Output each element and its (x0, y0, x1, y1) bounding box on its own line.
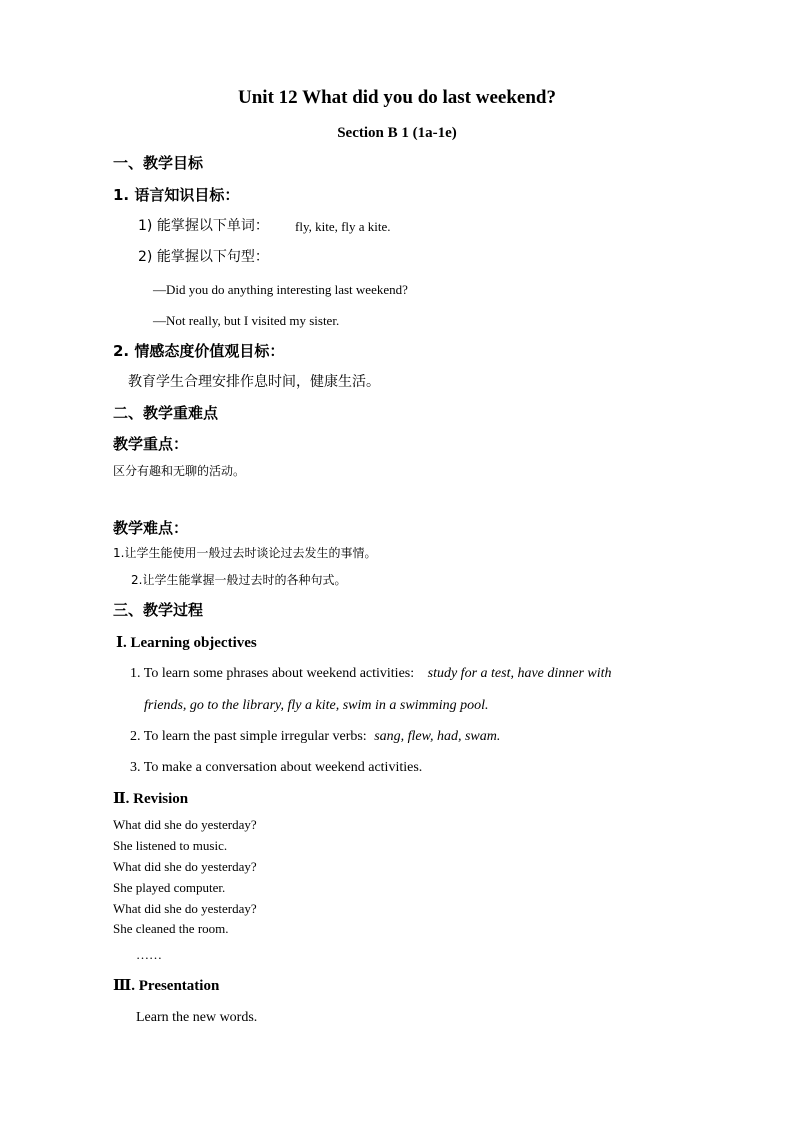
page-subtitle: Section B 1 (1a-1e) (337, 125, 457, 141)
key-point-heading: 教学重点： (113, 435, 189, 453)
section-heading-process: 三、教学过程 (113, 601, 204, 619)
revision-line: She cleaned the room. (113, 921, 229, 936)
objective-3: 3. To make a conversation about weekend activities. (130, 760, 423, 775)
objective-2-lead: 2. To learn the past simple irregular verbs: (130, 729, 367, 744)
section-heading-key-points: 二、教学重难点 (113, 404, 219, 422)
difficulty-item-1: 1.让学生能使用一般过去时谈论过去发生的事情。 (113, 546, 377, 560)
page-title: Unit 12 What did you do last weekend? (238, 87, 556, 108)
vocab-words: fly, kite, fly a kite. (295, 219, 391, 234)
difficulty-item-2: 2.让学生能掌握一般过去时的各种句式。 (131, 573, 347, 587)
revision-line: She listened to music. (113, 838, 228, 853)
subsection-heading-language: 1. 语言知识目标： (113, 186, 240, 204)
revision-line: She played computer. (113, 880, 226, 895)
presentation-heading: Ⅲ. Presentation (113, 978, 220, 994)
vocab-label: 1) 能掌握以下单词： (138, 218, 269, 234)
learning-objectives-heading: Ⅰ. Learning objectives (116, 635, 257, 651)
presentation-text: Learn the new words. (136, 1010, 258, 1025)
objective-1-phrases: study for a test, have dinner with (427, 666, 612, 681)
objective-2-verbs: sang, flew, had, swam. (374, 729, 501, 744)
objective-1-lead: 1. To learn some phrases about weekend activities: (130, 666, 415, 681)
subsection-heading-attitude: 2. 情感态度价值观目标： (113, 342, 285, 360)
dialog-line-2: —Not really, but I visited my sister. (153, 313, 340, 328)
revision-line: What did she do yesterday? (113, 901, 257, 916)
dialog-line-1: —Did you do anything interesting last weekend? (153, 282, 408, 297)
revision-line: What did she do yesterday? (113, 859, 257, 874)
difficulty-heading: 教学难点： (113, 519, 189, 537)
sentence-pattern-label: 2) 能掌握以下句型： (138, 249, 269, 265)
section-heading-objectives: 一、教学目标 (113, 154, 204, 172)
revision-line: What did she do yesterday? (113, 817, 257, 832)
objective-1-line-1 (130, 667, 612, 681)
objective-2 (130, 730, 500, 744)
attitude-text: 教育学生合理安排作息时间，健康生活。 (128, 374, 380, 390)
revision-heading: Ⅱ. Revision (113, 791, 189, 807)
revision-ellipsis: …… (136, 947, 162, 962)
key-point-text: 区分有趣和无聊的活动。 (113, 464, 246, 478)
objective-1-line-2: friends, go to the library, fly a kite, swim in a swimming pool. (144, 698, 489, 713)
